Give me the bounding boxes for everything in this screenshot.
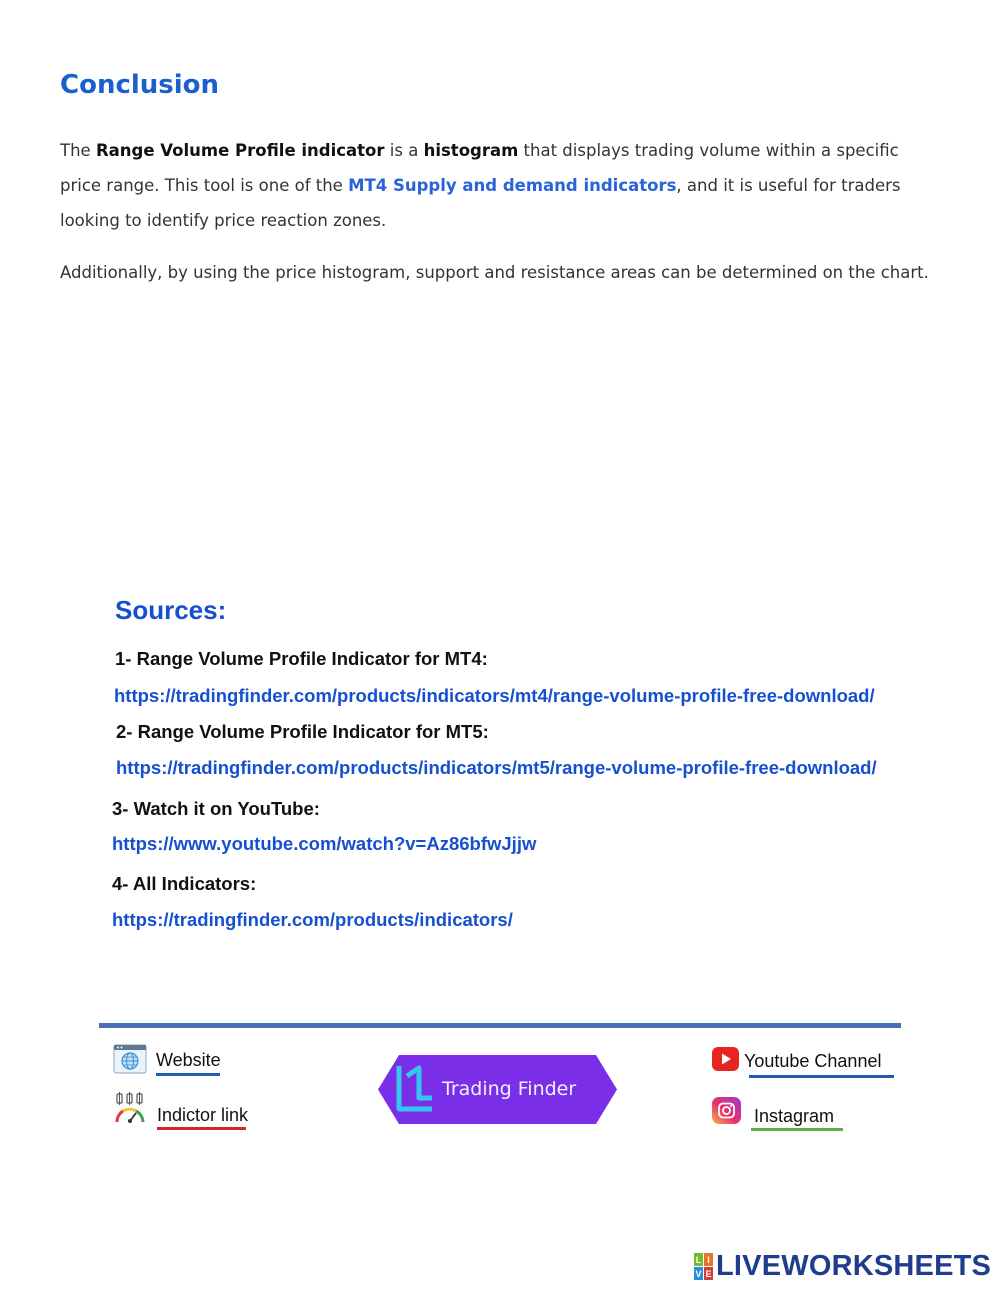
badge-letter-e: E (705, 1269, 712, 1279)
source-4-link[interactable]: https://tradingfinder.com/products/indicators/ (112, 909, 513, 930)
conclusion-heading: Conclusion (60, 70, 220, 100)
source-3-link[interactable]: https://www.youtube.com/watch?v=Az86bfwJjjw (112, 833, 537, 854)
p1-bold-histogram: histogram (423, 141, 519, 160)
source-2-link[interactable]: https://tradingfinder.com/products/indicators/mt5/range-volume-profile-free-download/ (116, 757, 877, 778)
footer-divider (99, 1023, 901, 1028)
indicator-link[interactable]: Indictor link (157, 1105, 249, 1125)
p1-text-3: that displays trading volume within a specific price range. This tool is one of the (60, 141, 899, 195)
website-underline (156, 1073, 220, 1076)
website-link[interactable]: Website (156, 1050, 221, 1070)
indicator-link-underline (157, 1127, 246, 1130)
source-1-link[interactable]: https://tradingfinder.com/products/indicators/mt4/range-volume-profile-free-download/ (114, 685, 875, 706)
youtube-channel-link[interactable]: Youtube Channel (744, 1051, 882, 1071)
conclusion-paragraph-1 (60, 133, 940, 238)
badge-letter-l: L (695, 1255, 702, 1265)
liveworksheets-logo-text: LIVEWORKSHEETS (716, 1250, 992, 1282)
instagram-link[interactable]: Instagram (754, 1106, 835, 1126)
liveworksheets-badge-icon (694, 1253, 714, 1281)
youtube-underline (749, 1075, 894, 1078)
p1-bold-indicator-name: Range Volume Profile indicator (95, 141, 385, 160)
source-3-heading: 3- Watch it on YouTube: (112, 798, 320, 819)
p1-text-4: , and it is useful for traders looking to identify price reaction zones. (60, 176, 901, 230)
youtube-icon (711, 1046, 740, 1072)
gauge-indicator-icon (114, 1092, 146, 1124)
sources-heading: Sources: (115, 595, 227, 625)
badge-letter-i: I (707, 1255, 710, 1265)
globe-icon (113, 1044, 147, 1074)
p1-text-2: is a (384, 141, 424, 160)
instagram-underline (751, 1128, 843, 1131)
source-1-heading: 1- Range Volume Profile Indicator for MT4: (115, 648, 488, 669)
source-2-heading: 2- Range Volume Profile Indicator for MT5: (116, 721, 489, 742)
p1-text-1: The (60, 141, 96, 160)
badge-letter-v: V (695, 1269, 702, 1279)
conclusion-paragraph-2: Additionally, by using the price histogram, support and resistance areas can be determined on the chart. (60, 263, 929, 282)
source-4-heading: 4- All Indicators: (112, 873, 257, 894)
logo-text: Trading Finder (442, 1078, 577, 1100)
mt4-supply-demand-link[interactable]: MT4 Supply and demand indicators (348, 176, 677, 195)
instagram-icon (711, 1096, 742, 1125)
